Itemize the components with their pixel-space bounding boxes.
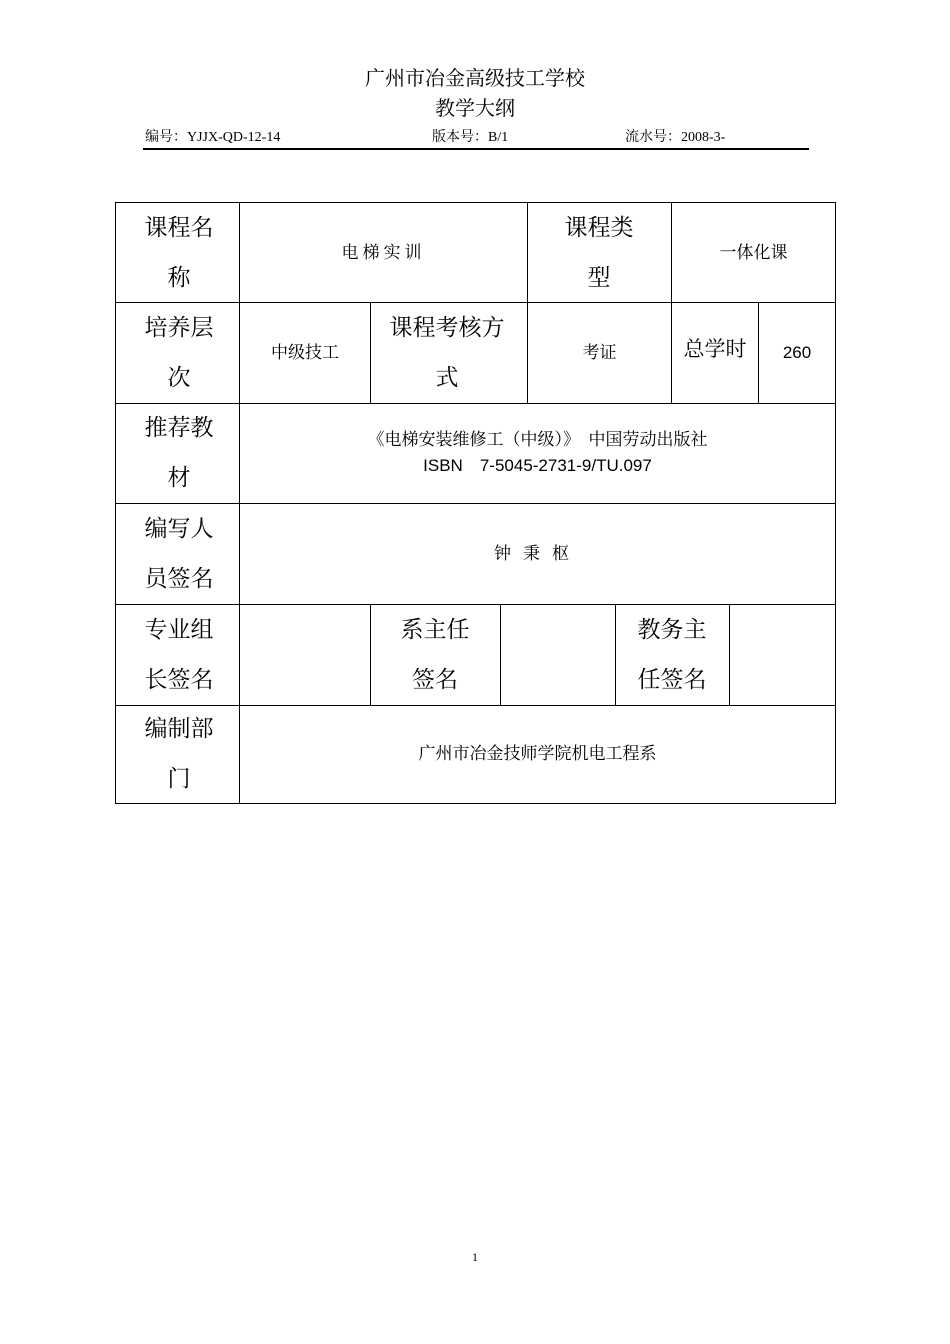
assessment-method-value: 考证 — [582, 342, 617, 363]
school-name: 广州市冶金高级技工学校 — [365, 66, 585, 90]
course-type-value: 一体化课 — [719, 242, 788, 263]
textbook-title: 《电梯安装维修工（中级）》 中国劳动出版社 — [367, 430, 708, 450]
academic-head-signature-value — [730, 604, 835, 705]
page-number: 1 — [472, 1250, 478, 1264]
compiling-department-value: 广州市冶金技师学院机电工程系 — [418, 744, 657, 764]
author-signature-label: 编写人员签名 — [144, 515, 214, 592]
compiling-department-label: 编制部门 — [144, 716, 214, 792]
author-signature-value: 钟秉枢 — [494, 543, 581, 564]
document-code: 编号：YJJX-QD-12-14 — [145, 130, 281, 145]
column-divider — [370, 302, 371, 403]
serial-number: 流水号：2008-3- — [625, 130, 726, 145]
dept-head-signature-label: 系主任签名 — [400, 616, 470, 693]
textbook-isbn: ISBN 7-5045-2731-9/TU.097 — [423, 456, 652, 475]
textbook-label: 推荐教材 — [144, 415, 214, 491]
version-number: 版本号：B/1 — [432, 130, 509, 145]
course-name-label: 课程名称 — [144, 214, 214, 291]
total-hours-label: 总学时 — [683, 337, 747, 361]
group-leader-signature-value — [240, 604, 370, 705]
group-leader-signature-label: 专业组长签名 — [144, 616, 214, 693]
course-type-label: 课程类型 — [564, 214, 634, 291]
total-hours-value: 260 — [782, 342, 812, 362]
column-divider — [370, 604, 371, 705]
column-divider — [615, 604, 616, 705]
course-name-value: 电梯实训 — [341, 242, 426, 263]
assessment-method-label: 课程考核方式 — [389, 314, 505, 391]
training-level-label: 培养层次 — [144, 314, 214, 391]
textbook-cell — [240, 403, 835, 503]
document-type: 教学大纲 — [435, 96, 515, 120]
training-level-value: 中级技工 — [271, 342, 339, 363]
dept-head-signature-value — [501, 604, 615, 705]
header-divider — [143, 148, 809, 150]
syllabus-table — [115, 202, 836, 804]
academic-head-signature-label: 教务主任签名 — [637, 616, 707, 693]
column-divider — [527, 203, 528, 302]
